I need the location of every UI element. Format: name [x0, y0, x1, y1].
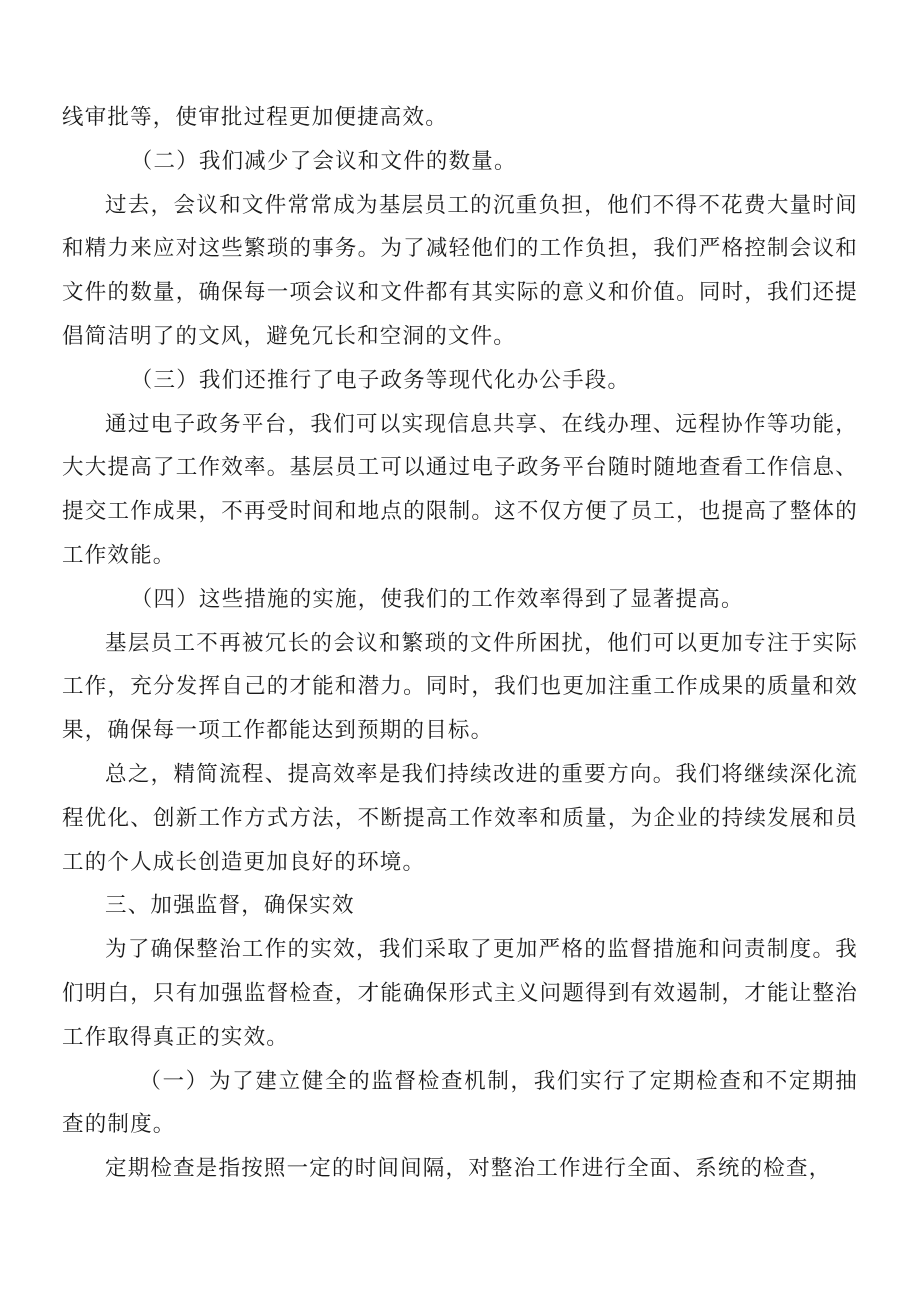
paragraph-efficiency: 基层员工不再被冗长的会议和繁琐的文件所困扰，他们可以更加专注于实际工作，充分发挥自己的才能和潜力。同时，我们也更加注重工作成果的质量和效果，确保每一项工作都能达到预期的目标。 [62, 630, 858, 744]
paragraph-summary: 总之，精简流程、提高效率是我们持续改进的重要方向。我们将继续深化流程优化、创新工作方式方法，不断提高工作效率和质量，为企业的持续发展和员工的个人成长创造更加良好的环境。 [62, 761, 858, 875]
paragraph-supervision: 为了确保整治工作的实效，我们采取了更加严格的监督措施和问责制度。我们明白，只有加强监督检查，才能确保形式主义问题得到有效遏制，才能让整治工作取得真正的实效。 [62, 937, 858, 1050]
paragraph-e-government: 通过电子政务平台，我们可以实现信息共享、在线办理、远程协作等功能，大大提高了工作效率。基层员工可以通过电子政务平台随时随地查看工作信息、提交工作成果，不再受时间和地点的限制。这不仅方便了员工，也提高了整体的工作效能。 [62, 411, 858, 568]
document-body [62, 96, 858, 1191]
subheading-four: （四）这些措施的实施，使我们的工作效率得到了显著提高。 [130, 586, 744, 612]
subheading-two: （二）我们减少了会议和文件的数量。 [130, 148, 517, 174]
subheading-one: （一）为了建立健全的监督检查机制，我们实行了定期检查和不定期抽查的制度。 [62, 1068, 858, 1138]
subheading-three: （三）我们还推行了电子政务等现代化办公手段。 [130, 367, 631, 393]
section-heading-three: 三、加强监督，确保实效 [105, 893, 355, 919]
paragraph-continuation: 线审批等，使审批过程更加便捷高效。 [62, 105, 448, 130]
paragraph-meetings: 过去，会议和文件常常成为基层员工的沉重负担，他们不得不花费大量时间和精力来应对这些繁琐的事务。为了减轻他们的工作负担，我们严格控制会议和文件的数量，确保每一项会议和文件都有其实际的意义和价值。同时，我们还提倡简洁明了的文风，避免冗长和空洞的文件。 [62, 192, 858, 349]
paragraph-regular-inspection: 定期检查是指按照一定的时间间隔，对整治工作进行全面、系统的检查， [105, 1156, 832, 1182]
